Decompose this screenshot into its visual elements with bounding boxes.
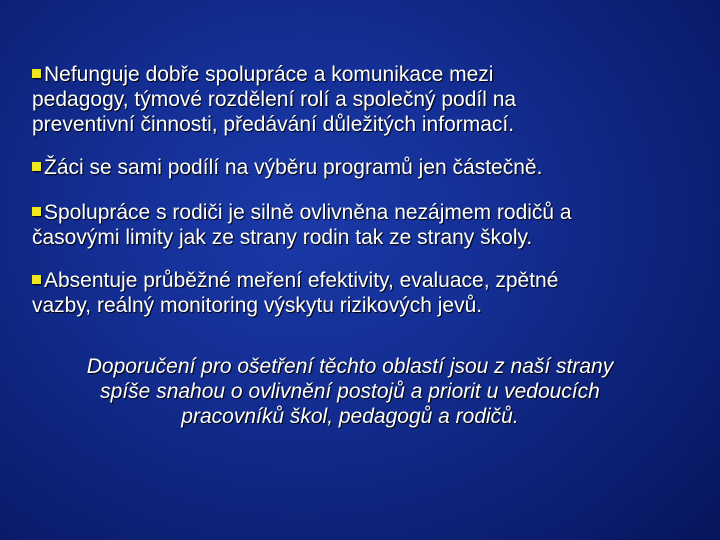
recommendation-line: Doporučení pro ošetření těchto oblastí jsou z naší strany: [86, 355, 614, 378]
bullet-line: [32, 268, 672, 293]
square-bullet-icon: [32, 275, 41, 284]
bullet-item-evaluation: [32, 268, 672, 318]
bullet-item-parents: [32, 200, 672, 250]
bullet-item-collaboration: [32, 62, 672, 137]
bullet-line: pedagogy, týmové rozdělení rolí a společný podíl na: [32, 88, 517, 111]
square-bullet-icon: [32, 69, 41, 78]
bullet-line: vazby, reálný monitoring výskytu rizikových jevů.: [32, 294, 483, 317]
square-bullet-icon: [32, 207, 41, 216]
bullet-text: Nefunguje dobře spolupráce a komunikace mezi: [44, 63, 494, 86]
bullet-line: [32, 62, 672, 87]
recommendation-line: pracovníků škol, pedagogů a rodičů.: [181, 405, 519, 428]
recommendation-line: spíše snahou o ovlivnění postojů a priorit u vedoucích: [100, 380, 600, 403]
bullet-text: Spolupráce s rodiči je silně ovlivněna nezájmem rodičů a: [44, 201, 572, 224]
bullet-text: Žáci se sami podílí na výběru programů jen částečně.: [44, 156, 543, 179]
square-bullet-icon: [32, 162, 41, 171]
bullet-line: preventivní činnosti, předávání důležitých informací.: [32, 113, 515, 136]
bullet-line: časovými limity jak ze strany rodin tak ze strany školy.: [32, 226, 533, 249]
bullet-item-pupils: [32, 155, 672, 180]
bullet-line: [32, 155, 672, 180]
bullet-text: Absentuje průběžné meření efektivity, evaluace, zpětné: [44, 269, 559, 292]
recommendation-text: [20, 354, 680, 429]
bullet-line: [32, 200, 672, 225]
